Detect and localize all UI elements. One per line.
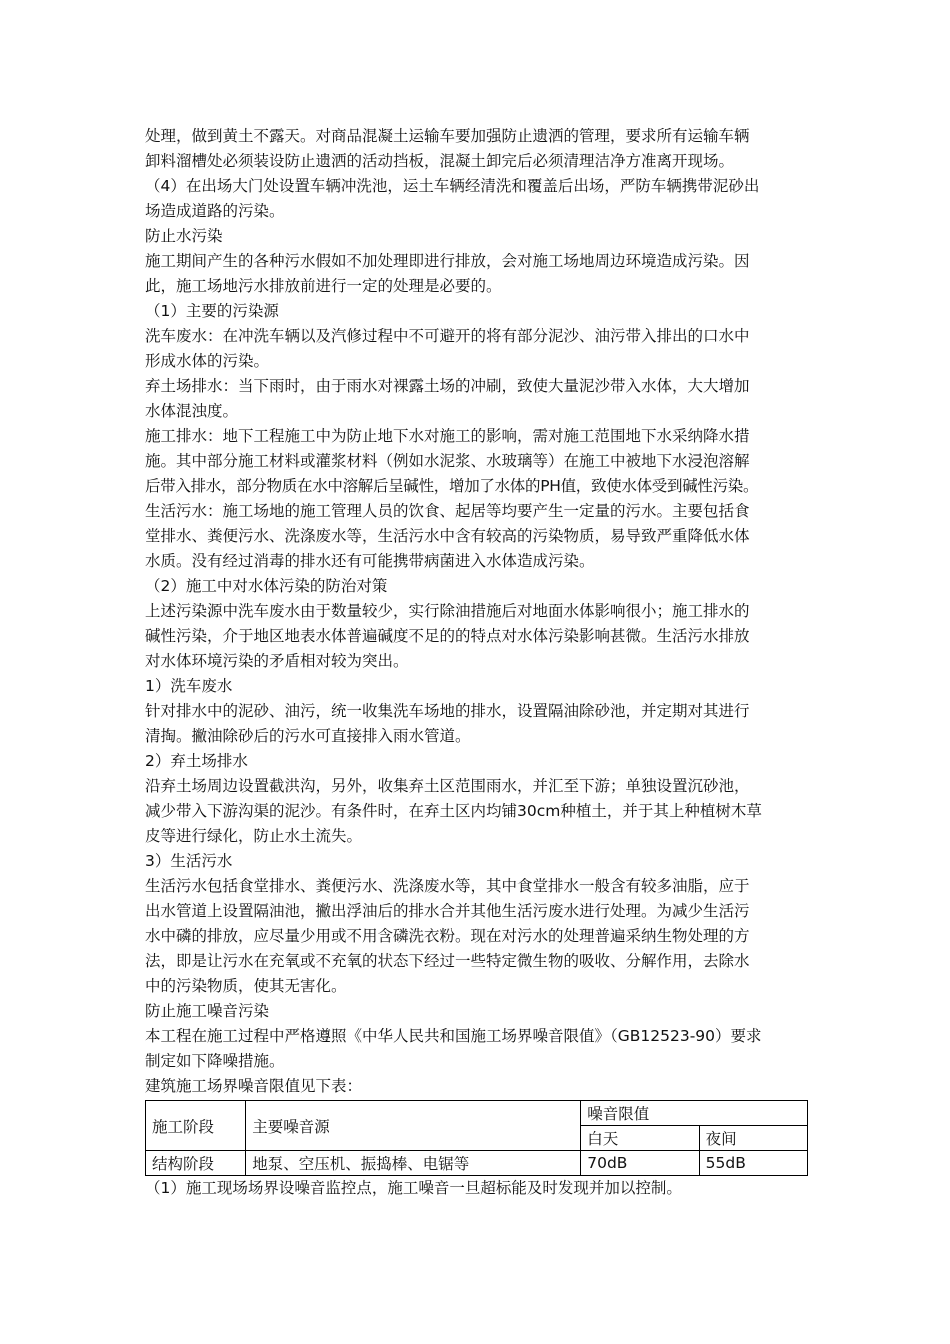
text-line: 洗车废水：在冲洗车辆以及汽修过程中不可避开的将有部分泥沙、油污带入排出的口水中 <box>145 327 750 345</box>
table-cell-source: 地泵、空压机、振捣棒、电锯等 <box>246 1151 581 1176</box>
text-line: 场造成道路的污染。 <box>145 202 285 220</box>
text-line: 清掏。撇油除砂后的污水可直接排入雨水管道。 <box>145 727 471 745</box>
text-line: 制定如下降噪措施。 <box>145 1052 285 1070</box>
text-line: 针对排水中的泥砂、油污，统一收集洗车场地的排水，设置隔油除砂池，并定期对其进行 <box>145 702 750 720</box>
text-line: 沿弃土场周边设置截洪沟，另外，收集弃土区范围雨水，并汇至下游；单独设置沉砂池， <box>145 777 750 795</box>
document-body <box>145 124 815 1099</box>
text-line: 生活污水包括食堂排水、粪便污水、洗涤废水等，其中食堂排水一般含有较多油脂，应于 <box>145 877 750 895</box>
text-line: 减少带入下游沟渠的泥沙。有条件时，在弃土区内均铺30cm种植土，并于其上种植树木草 <box>145 802 762 820</box>
text-line: 施工排水：地下工程施工中为防止地下水对施工的影响，需对施工范围地下水采纳降水措 <box>145 427 750 445</box>
table-header-day: 白天 <box>581 1126 699 1151</box>
text-line: 形成水体的污染。 <box>145 352 270 370</box>
text-line: 弃土场排水：当下雨时，由于雨水对裸露土场的冲刷，致使大量泥沙带入水体，大大增加 <box>145 377 750 395</box>
table-cell-day: 70dB <box>581 1151 699 1176</box>
text-line: 施工期间产生的各种污水假如不加处理即进行排放，会对施工场地周边环境造成污染。因 <box>145 252 750 270</box>
text-line: 本工程在施工过程中严格遵照《中华人民共和国施工场界噪音限值》（GB12523-90）要求 <box>145 1027 762 1045</box>
text-line: 施。其中部分施工材料或灌浆材料（例如水泥浆、水玻璃等）在施工中被地下水浸泡溶解 <box>145 452 750 470</box>
text-line: 水质。没有经过消毒的排水还有可能携带病菌进入水体造成污染。 <box>145 552 595 570</box>
text-line: 防止水污染 <box>145 227 223 245</box>
text-line: （4）在出场大门处设置车辆冲洗池，运土车辆经清洗和覆盖后出场，严防车辆携带泥砂出 <box>145 177 760 195</box>
text-line: 皮等进行绿化，防止水土流失。 <box>145 827 363 845</box>
noise-limit-table <box>145 1100 808 1176</box>
text-line: 生活污水：施工场地的施工管理人员的饮食、起居等均要产生一定量的污水。主要包括食 <box>145 502 750 520</box>
text-line: 碱性污染，介于地区地表水体普遍碱度不足的的特点对水体污染影响甚微。生活污水排放 <box>145 627 750 645</box>
text-line: 水体混浊度。 <box>145 402 239 420</box>
text-line: 出水管道上设置隔油池，撇出浮油后的排水合并其他生活污废水进行处理。为减少生活污 <box>145 902 750 920</box>
text-line: （1）主要的污染源 <box>145 302 279 320</box>
table-header-stage: 施工阶段 <box>146 1101 246 1151</box>
table-row <box>146 1151 808 1176</box>
table-header-night: 夜间 <box>699 1126 807 1151</box>
text-line: 堂排水、粪便污水、洗涤废水等，生活污水中含有较高的污染物质，易导致严重降低水体 <box>145 527 750 545</box>
table-header-row <box>146 1101 808 1126</box>
text-line: 3）生活污水 <box>145 852 233 870</box>
text-line: 1）洗车废水 <box>145 677 233 695</box>
text-line: 处理，做到黄土不露天。对商品混凝土运输车要加强防止遗洒的管理，要求所有运输车辆 <box>145 127 750 145</box>
text-line: 此，施工场地污水排放前进行一定的处理是必要的。 <box>145 277 502 295</box>
text-line: 水中磷的排放，应尽量少用或不用含磷洗衣粉。现在对污水的处理普遍采纳生物处理的方 <box>145 927 750 945</box>
text-line: （2）施工中对水体污染的防治对策 <box>145 577 388 595</box>
text-line: 2）弃土场排水 <box>145 752 248 770</box>
document-page <box>145 124 815 1201</box>
table-header-source: 主要噪音源 <box>246 1101 581 1151</box>
text-line: 上述污染源中洗车废水由于数量较少，实行除油措施后对地面水体影响很小；施工排水的 <box>145 602 750 620</box>
text-line: 法，即是让污水在充氧或不充氧的状态下经过一些特定微生物的吸收、分解作用，去除水 <box>145 952 750 970</box>
after-table-paragraph: （1）施工现场场界设噪音监控点，施工噪音一旦超标能及时发现并加以控制。 <box>145 1179 682 1197</box>
text-line: 中的污染物质，使其无害化。 <box>145 977 347 995</box>
text-line: 建筑施工场界噪音限值见下表： <box>145 1077 363 1095</box>
table-cell-night: 55dB <box>699 1151 807 1176</box>
table-header-limit: 噪音限值 <box>581 1101 808 1126</box>
text-line: 卸料溜槽处必须装设防止遗洒的活动挡板，混凝土卸完后必须清理洁净方准离开现场。 <box>145 152 735 170</box>
table-cell-stage: 结构阶段 <box>146 1151 246 1176</box>
text-line: 后带入排水，部分物质在水中溶解后呈碱性，增加了水体的PH值，致使水体受到碱性污染。 <box>145 477 759 495</box>
text-line: 防止施工噪音污染 <box>145 1002 270 1020</box>
text-line: 对水体环境污染的矛盾相对较为突出。 <box>145 652 409 670</box>
